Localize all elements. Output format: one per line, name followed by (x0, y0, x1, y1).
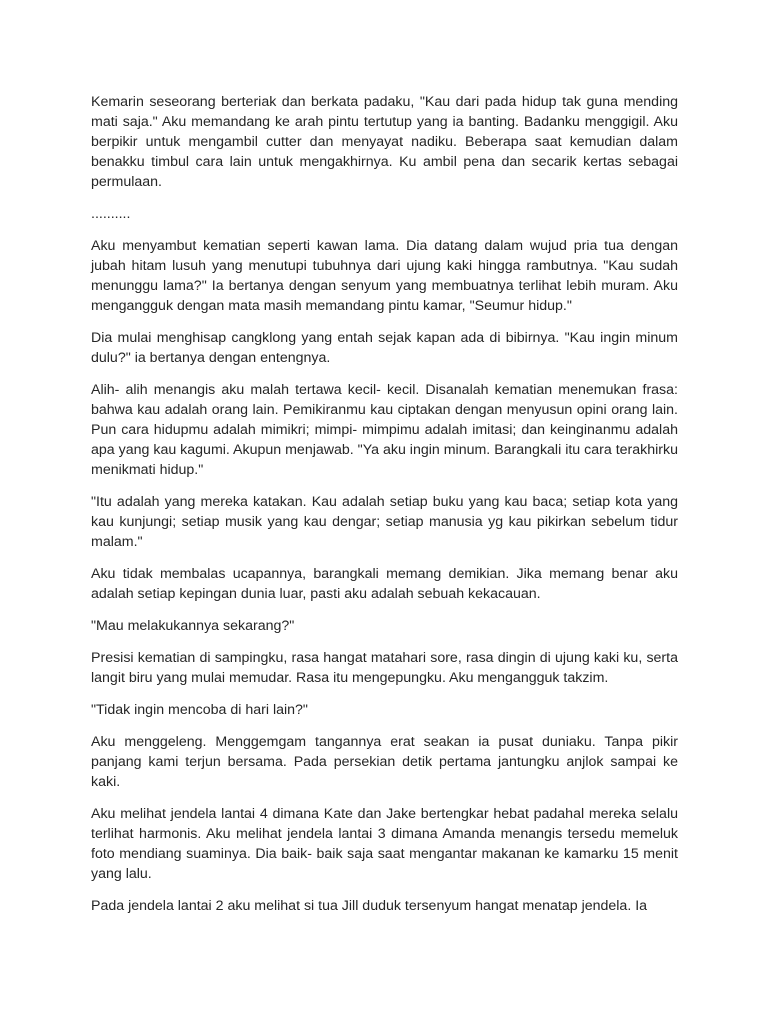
paragraph: Presisi kematian di sampingku, rasa hangat matahari sore, rasa dingin di ujung kaki ku, serta langit biru yang mulai memudar. Rasa itu mengepungku. Aku mengangguk takzim. (91, 650, 678, 686)
paragraph: Dia mulai menghisap cangklong yang entah sejak kapan ada di bibirnya. "Kau ingin minum dulu?" ia bertanya dengan entengnya. (91, 330, 678, 366)
paragraph: Aku tidak membalas ucapannya, barangkali memang demikian. Jika memang benar aku adalah setiap kepingan dunia luar, pasti aku adalah sebuah kekacauan. (91, 566, 678, 602)
paragraph: Alih- alih menangis aku malah tertawa kecil- kecil. Disanalah kematian menemukan frasa: bahwa kau adalah orang lain. Pemikiranmu kau ciptakan dengan menyusun opini orang lain. Pun cara hidupmu adalah mimikri; mimpi- mimpimu adalah imitasi; dan keinginanmu adalah apa yang kau kagumi. Akupun menjawab. "Ya aku ingin minum. Barangkali itu cara terakhirku menikmati hidup." (91, 382, 678, 478)
paragraph: Aku melihat jendela lantai 4 dimana Kate dan Jake bertengkar hebat padahal mereka selalu terlihat harmonis. Aku melihat jendela lantai 3 dimana Amanda menangis tersedu memeluk foto mendiang suaminya. Dia baik- baik saja saat mengantar makanan ke kamarku 15 menit yang lalu. (91, 806, 678, 882)
story-text (91, 92, 678, 928)
section-separator: .......... (91, 206, 131, 222)
paragraph: Aku menyambut kematian seperti kawan lama. Dia datang dalam wujud pria tua dengan jubah hitam lusuh yang menutupi tubuhnya dari ujung kaki hingga rambutnya. "Kau sudah menunggu lama?" Ia bertanya dengan senyum yang membuatnya terlihat lebih muram. Aku mengangguk dengan mata masih memandang pintu kamar, "Seumur hidup." (91, 238, 678, 314)
paragraph: Aku menggeleng. Menggemgam tangannya erat seakan ia pusat duniaku. Tanpa pikir panjang kami terjun bersama. Pada persekian detik pertama jantungku anjlok sampai ke kaki. (91, 734, 678, 790)
paragraph: "Tidak ingin mencoba di hari lain?" (91, 702, 308, 718)
paragraph: "Mau melakukannya sekarang?" (91, 618, 295, 634)
paragraph: Kemarin seseorang berteriak dan berkata padaku, "Kau dari pada hidup tak guna mending mati saja." Aku memandang ke arah pintu tertutup yang ia banting. Badanku menggigil. Aku berpikir untuk mengambil cutter dan menyayat nadiku. Beberapa saat kemudian dalam benakku timbul cara lain untuk mengakhirnya. Ku ambil pena dan secarik kertas sebagai permulaan. (91, 94, 678, 190)
paragraph: Pada jendela lantai 2 aku melihat si tua Jill duduk tersenyum hangat menatap jendela. Ia (91, 898, 648, 914)
paragraph: "Itu adalah yang mereka katakan. Kau adalah setiap buku yang kau baca; setiap kota yang kau kunjungi; setiap musik yang kau dengar; setiap manusia yg kau pikirkan sebelum tidur malam." (91, 494, 678, 550)
